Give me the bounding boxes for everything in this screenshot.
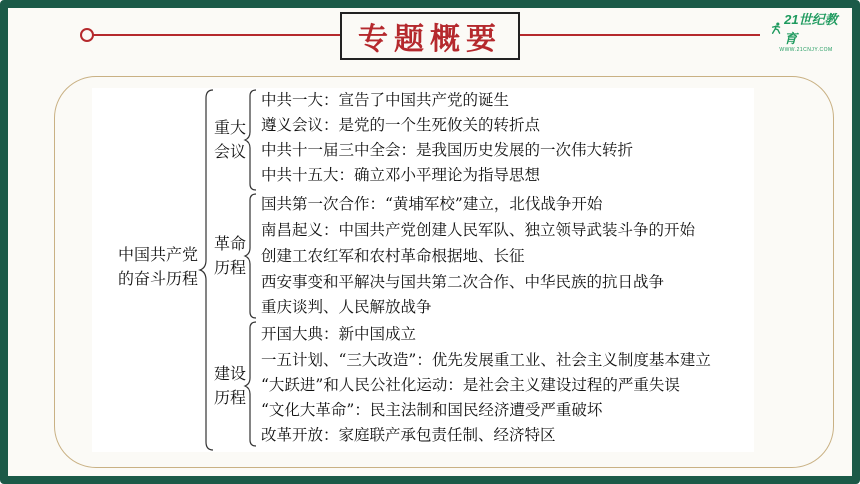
- title-box: [340, 12, 520, 60]
- runner-icon: [770, 21, 782, 35]
- outline-item: 中共十五大：确立邓小平理论为指导思想: [261, 166, 541, 184]
- brand-logo: [770, 12, 842, 53]
- category-label-line: 历程: [213, 258, 246, 277]
- outline-item: 一五计划、“三大改造”：优先发展重工业、社会主义制度基本建立: [261, 351, 711, 369]
- outline-item: 遵义会议：是党的一个生死攸关的转折点: [261, 116, 541, 134]
- outline-item: 创建工农红军和农村革命根据地、长征: [261, 247, 525, 265]
- outline-item: 南昌起义：中国共产党创建人民军队、独立领导武装斗争的开始: [261, 221, 696, 239]
- logo-subtext: WWW.21CNJY.COM: [779, 47, 833, 53]
- root-label-line: 的奋斗历程: [117, 269, 198, 288]
- outline-item: 中共一大：宣告了中国共产党的诞生: [261, 91, 510, 109]
- category-label-line: 建设: [213, 364, 246, 383]
- logo-text: 21世纪教育: [784, 12, 838, 46]
- root-label: [112, 243, 204, 291]
- category-label-meetings: [210, 116, 250, 164]
- root-label-line: 中国共产党: [117, 245, 198, 264]
- outline-item: 中共十一届三中全会：是我国历史发展的一次伟大转折: [261, 141, 634, 159]
- outline-item: “文化大革命”：民主法制和国民经济遭受严重破坏: [261, 401, 603, 419]
- outline-item: 重庆谈判、人民解放战争: [261, 298, 432, 316]
- category-label-line: 会议: [213, 142, 246, 161]
- outline-item: 开国大典：新中国成立: [261, 325, 417, 343]
- outline-item: 西安事变和平解决与国共第二次合作、中华民族的抗日战争: [261, 273, 665, 291]
- outline-diagram: [92, 88, 754, 452]
- category-label-line: 革命: [213, 234, 246, 253]
- outline-item: 改革开放：家庭联产承包责任制、经济特区: [261, 426, 556, 444]
- header-decor-dot: [80, 28, 94, 42]
- category-label-construction: [210, 362, 250, 410]
- outline-item: 国共第一次合作：“黄埔军校”建立，北伐战争开始: [261, 195, 603, 213]
- category-label-revolution: [210, 232, 250, 280]
- outline-item: “大跃进”和人民公社化运动：是社会主义建设过程的严重失误: [261, 376, 680, 394]
- category-label-line: 历程: [213, 388, 246, 407]
- category-label-line: 重大: [213, 118, 246, 137]
- page-title: 专题概要: [358, 22, 502, 57]
